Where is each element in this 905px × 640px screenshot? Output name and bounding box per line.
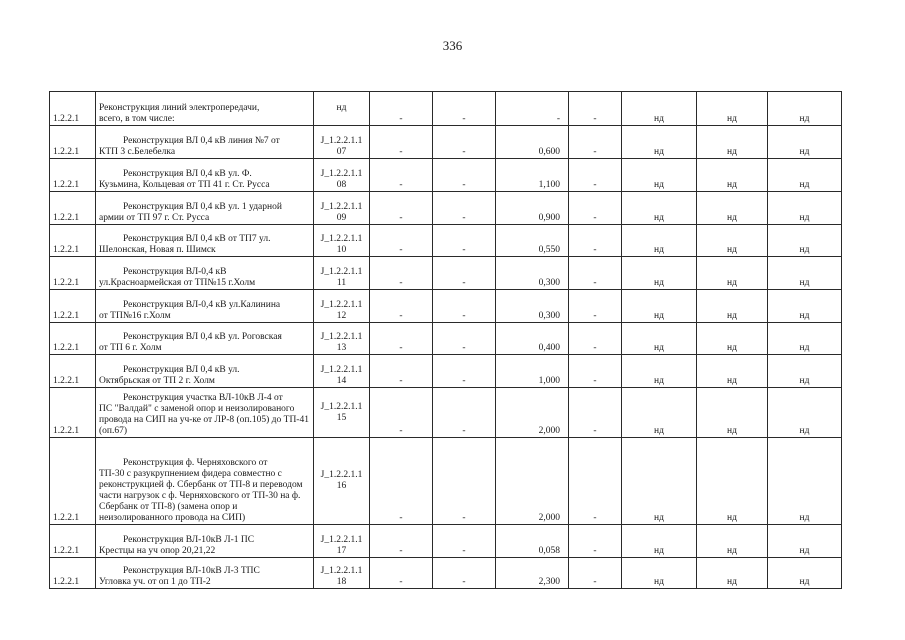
row-code-line1: J_1.2.2.1.1 [320,267,363,277]
row-value-1: - [370,225,433,257]
row-value-2: - [433,192,496,225]
row-code [314,290,370,323]
row-value-1: - [370,92,433,126]
row-code-line2: 09 [336,213,347,223]
row-description-lead: Реконструкция ВЛ 0,4 кВ ул. [123,365,240,375]
row-code-line1: J_1.2.2.1.1 [320,332,363,342]
row-code-line2: 08 [336,180,347,190]
row-value-1: - [370,388,433,438]
row-code-line1: J_1.2.2.1.1 [320,136,363,146]
row-description-lead: Реконструкция ф. Черняховского от [123,458,268,468]
row-code [314,192,370,225]
row-value-7: нд [768,388,842,438]
row-value-7: нд [768,126,842,159]
row-value-3: 0,600 [496,126,569,159]
row-description-lead: Реконструкция ВЛ 0,4 кВ ул. Роговская [123,332,282,342]
row-description [96,92,314,126]
row-description-rest: ПС "Валдай" с заменой опор и неизолированого провода на СИП на уч-ке от ЛР-8 (оп.105) до ТП-41 (оп.67) [99,404,309,436]
table-row [50,525,842,558]
row-value-2: - [433,438,496,525]
row-description-lead: Реконструкция линий электропередачи, [99,103,260,113]
row-code-line2: 10 [336,245,347,255]
row-code-line2: 12 [336,311,347,321]
row-value-2: - [433,525,496,558]
row-value-7: нд [768,257,842,290]
row-code-line1: нд [336,103,347,113]
row-value-6: нд [697,323,768,355]
row-number: 1.2.2.1 [50,225,96,257]
row-value-2: - [433,290,496,323]
row-value-4: - [569,323,622,355]
row-value-3: 0,550 [496,225,569,257]
row-description-rest: КТП 3 с.Белебелка [99,147,176,157]
row-value-5: нд [622,438,697,525]
row-value-5: нд [622,290,697,323]
row-value-4: - [569,192,622,225]
row-value-4: - [569,438,622,525]
table-row [50,388,842,438]
table-row [50,290,842,323]
row-description-lead: Реконструкция участка ВЛ-10кВ Л-4 от [123,393,283,403]
row-code [314,355,370,388]
row-value-5: нд [622,388,697,438]
row-value-7: нд [768,355,842,388]
row-value-1: - [370,558,433,589]
row-value-3: 0,400 [496,323,569,355]
row-value-2: - [433,159,496,192]
row-code-line2: 07 [336,147,347,157]
row-code [314,438,370,525]
row-description-rest: от ТП№16 г.Холм [99,311,171,321]
row-number: 1.2.2.1 [50,323,96,355]
row-value-5: нд [622,126,697,159]
row-description-rest: Кузьмина, Кольцевая от ТП 41 г. Ст. Русса [99,180,270,190]
table-row [50,323,842,355]
row-number: 1.2.2.1 [50,192,96,225]
table-row [50,126,842,159]
row-code-line1: J_1.2.2.1.1 [320,169,363,179]
row-value-4: - [569,388,622,438]
row-description [96,525,314,558]
row-value-6: нд [697,290,768,323]
row-code-line1: J_1.2.2.1.1 [320,401,363,412]
table-row [50,159,842,192]
row-value-5: нд [622,525,697,558]
row-value-2: - [433,126,496,159]
row-code [314,388,370,438]
row-code [314,126,370,159]
row-code [314,159,370,192]
row-value-4: - [569,355,622,388]
row-description [96,438,314,525]
row-number: 1.2.2.1 [50,558,96,589]
row-value-2: - [433,92,496,126]
row-description-lead: Реконструкция ВЛ-0,4 кВ ул.Калинина [123,300,281,310]
row-value-7: нд [768,290,842,323]
row-value-3: 2,000 [496,438,569,525]
row-number: 1.2.2.1 [50,159,96,192]
row-value-3: 0,058 [496,525,569,558]
table-row [50,257,842,290]
row-number: 1.2.2.1 [50,525,96,558]
page-number: 336 [442,38,463,53]
row-value-1: - [370,257,433,290]
row-value-2: - [433,323,496,355]
row-description-rest: от ТП 6 г. Холм [99,343,162,353]
table-row [50,192,842,225]
row-description [96,558,314,589]
row-code-line1: J_1.2.2.1.1 [320,202,363,212]
row-description [96,257,314,290]
row-value-4: - [569,126,622,159]
row-value-6: нд [697,257,768,290]
row-description-rest: Октябрьская от ТП 2 г. Холм [99,376,215,386]
row-value-1: - [370,355,433,388]
row-value-7: нд [768,323,842,355]
row-value-1: - [370,192,433,225]
row-code [314,323,370,355]
row-code-line1: J_1.2.2.1.1 [320,470,363,480]
row-value-3: 2,000 [496,388,569,438]
row-value-7: нд [768,192,842,225]
row-value-6: нд [697,355,768,388]
row-value-2: - [433,257,496,290]
row-code [314,525,370,558]
table-row [50,558,842,589]
row-value-3: 1,000 [496,355,569,388]
row-description [96,159,314,192]
row-value-3: 0,900 [496,192,569,225]
row-code-line2: 18 [336,577,347,587]
row-value-6: нд [697,525,768,558]
row-description [96,192,314,225]
row-value-7: нд [768,159,842,192]
row-description [96,388,314,438]
row-value-3: 2,300 [496,558,569,589]
row-value-5: нд [622,92,697,126]
table-row [50,355,842,388]
row-number: 1.2.2.1 [50,126,96,159]
row-value-1: - [370,323,433,355]
row-description [96,355,314,388]
row-code [314,225,370,257]
row-value-2: - [433,355,496,388]
row-value-4: - [569,525,622,558]
row-value-7: нд [768,525,842,558]
row-description-lead: Реконструкция ВЛ 0,4 кВ ул. 1 ударной [123,202,282,212]
row-value-6: нд [697,438,768,525]
row-description-lead: Реконструкция ВЛ-10кВ Л-1 ПС [123,535,255,545]
row-number: 1.2.2.1 [50,92,96,126]
row-value-2: - [433,558,496,589]
row-value-3: 1,100 [496,159,569,192]
row-value-1: - [370,159,433,192]
row-code-line2: 16 [336,481,347,491]
row-description [96,323,314,355]
row-description-rest: всего, в том числе: [99,114,175,124]
table-body [50,92,842,589]
row-value-4: - [569,225,622,257]
row-value-6: нд [697,388,768,438]
row-value-1: - [370,525,433,558]
row-code-line1: J_1.2.2.1.1 [320,234,363,244]
row-description [96,126,314,159]
row-value-4: - [569,257,622,290]
row-description-rest: армии от ТП 97 г. Ст. Русса [99,213,210,223]
row-value-6: нд [697,558,768,589]
row-number: 1.2.2.1 [50,257,96,290]
row-description [96,225,314,257]
row-code-line2: 13 [336,343,347,353]
row-value-5: нд [622,558,697,589]
row-value-4: - [569,92,622,126]
row-value-2: - [433,388,496,438]
row-value-6: нд [697,192,768,225]
row-value-7: нд [768,225,842,257]
row-description [96,290,314,323]
row-code-line2: 17 [336,546,347,556]
row-code-line1: J_1.2.2.1.1 [320,300,363,310]
row-value-5: нд [622,225,697,257]
row-description-rest: ТП-30 с разукрупнением фидера совместно с реконструкцией ф. Сбербанк от ТП-8 и переводом части нагрузок с ф. Черняховского от ТП-30 на ф. Сбербанк от ТП-8) (замена опор и неизолированного провода на СИП) [99,469,303,523]
row-code-line1: J_1.2.2.1.1 [320,566,363,576]
row-number: 1.2.2.1 [50,355,96,388]
row-value-5: нд [622,355,697,388]
row-value-6: нд [697,159,768,192]
table-row [50,438,842,525]
investment-table [49,91,842,589]
row-description-rest: Шелонская, Новая п. Шимск [99,245,216,255]
row-value-3: 0,300 [496,290,569,323]
row-code-line2: 14 [336,376,347,386]
row-description-lead: Реконструкция ВЛ 0,4 кВ линия №7 от [123,136,280,146]
row-value-7: нд [768,438,842,525]
table-row [50,225,842,257]
row-value-1: - [370,290,433,323]
table-row [50,92,842,126]
row-value-6: нд [697,126,768,159]
row-value-1: - [370,438,433,525]
row-value-4: - [569,290,622,323]
row-value-7: нд [768,558,842,589]
row-code-line1: J_1.2.2.1.1 [320,365,363,375]
row-description-lead: Реконструкция ВЛ-10кВ Л-3 ТПС [123,566,260,576]
row-value-3: - [496,92,569,126]
row-description-lead: Реконструкция ВЛ 0,4 кВ ул. Ф. [123,169,252,179]
row-value-3: 0,300 [496,257,569,290]
row-code [314,257,370,290]
row-value-5: нд [622,192,697,225]
row-value-5: нд [622,323,697,355]
row-description-rest: Крестцы на уч опор 20,21,22 [99,546,216,556]
row-code-line2: 11 [336,278,347,288]
row-value-4: - [569,159,622,192]
row-description-lead: Реконструкция ВЛ-0,4 кВ [123,267,227,277]
row-value-7: нд [768,92,842,126]
row-code [314,92,370,126]
row-description-rest: ул.Красноармейская от ТП№15 г.Холм [99,278,256,288]
row-code-line1: J_1.2.2.1.1 [320,535,363,545]
row-value-6: нд [697,225,768,257]
row-value-1: - [370,126,433,159]
row-value-4: - [569,558,622,589]
row-code-line2: 15 [336,412,347,423]
row-number: 1.2.2.1 [50,290,96,323]
row-value-6: нд [697,92,768,126]
row-number: 1.2.2.1 [50,388,96,438]
row-number: 1.2.2.1 [50,438,96,525]
row-value-2: - [433,225,496,257]
row-description-rest: Угловка уч. от оп 1 до ТП-2 [99,577,211,587]
row-value-5: нд [622,159,697,192]
row-code [314,558,370,589]
row-description-lead: Реконструкция ВЛ 0,4 кВ от ТП7 ул. [123,234,271,244]
row-value-5: нд [622,257,697,290]
